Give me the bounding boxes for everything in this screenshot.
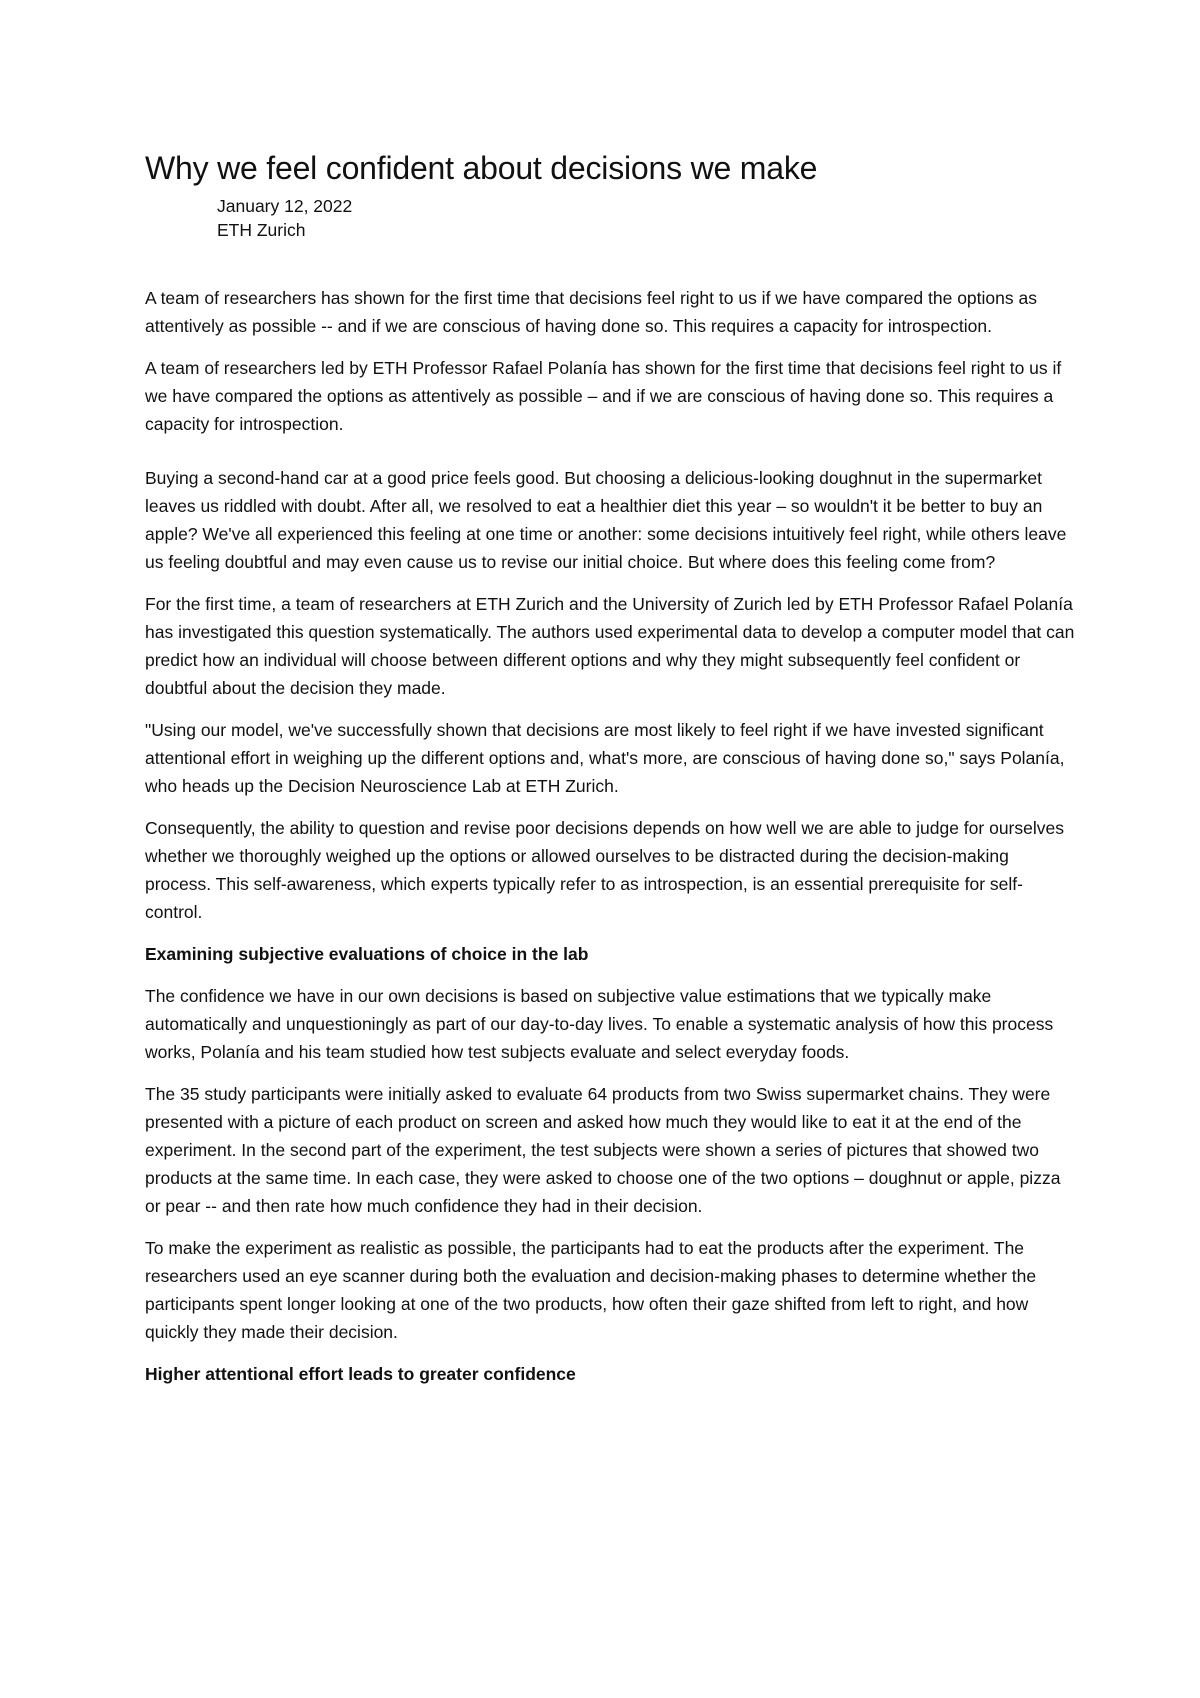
body-paragraph: A team of researchers led by ETH Professor Rafael Polanía has shown for the first time that decisions feel right to us if we have compared the options as attentively as possible – and if we are conscious of having done so. This requires a capacity for introspection. — [145, 358, 1062, 434]
article — [145, 148, 1075, 1402]
body-paragraph: The 35 study participants were initially asked to evaluate 64 products from two Swiss supermarket chains. They were presented with a picture of each product on screen and asked how much they would like to eat it at the end of the experiment. In the second part of the experiment, the test subjects were shown a series of pictures that showed two products at the same time. In each case, they were asked to choose one of the two options – doughnut or apple, pizza or pear -- and then rate how much confidence they had in their decision. — [145, 1084, 1061, 1216]
body-paragraph: Buying a second-hand car at a good price feels good. But choosing a delicious-looking doughnut in the supermarket leaves us riddled with doubt. After all, we resolved to eat a healthier diet this year – so wouldn't it be better to buy an apple? We've all experienced this feeling at one time or another: some decisions intuitively feel right, while others leave us feeling doubtful and may even cause us to revise our initial choice. But where does this feeling come from? — [145, 468, 1067, 572]
summary-paragraph: A team of researchers has shown for the first time that decisions feel right to us if we have compared the options as attentively as possible -- and if we are conscious of having done so. This requires a capacity for introspection. — [145, 288, 1037, 336]
section-heading: Examining subjective evaluations of choice in the lab — [145, 944, 589, 964]
body-paragraph: For the first time, a team of researchers at ETH Zurich and the University of Zurich led by ETH Professor Rafael Polanía has investigated this question systematically. The authors used experimental data to develop a computer model that can predict how an individual will choose between different options and why they might subsequently feel confident or doubtful about the decision they made. — [145, 594, 1075, 698]
body-paragraph: "Using our model, we've successfully shown that decisions are most likely to feel right if we have invested significant attentional effort in weighing up the different options and, what's more, are conscious of having done so," says Polanía, who heads up the Decision Neuroscience Lab at ETH Zurich. — [145, 720, 1065, 796]
section-heading: Higher attentional effort leads to greater confidence — [145, 1364, 576, 1384]
article-source: ETH Zurich — [217, 220, 306, 240]
article-title: Why we feel confident about decisions we make — [145, 150, 818, 186]
body-paragraph: The confidence we have in our own decisions is based on subjective value estimations that we typically make automatically and unquestioningly as part of our day-to-day lives. To enable a systematic analysis of how this process works, Polanía and his team studied how test subjects evaluate and select everyday foods. — [145, 986, 1054, 1062]
article-date: January 12, 2022 — [217, 196, 353, 216]
body-paragraph: Consequently, the ability to question and revise poor decisions depends on how well we are able to judge for ourselves whether we thoroughly weighed up the options or allowed ourselves to be distracted during the decision-making process. This self-awareness, which experts typically refer to as introspection, is an essential prerequisite for self-control. — [145, 818, 1064, 922]
article-meta — [217, 194, 1075, 242]
article-body — [145, 284, 1075, 1388]
body-paragraph: To make the experiment as realistic as possible, the participants had to eat the products after the experiment. The researchers used an eye scanner during both the evaluation and decision-making phases to determine whether the participants spent longer looking at one of the two products, how often their gaze shifted from left to right, and how quickly they made their decision. — [145, 1238, 1037, 1342]
